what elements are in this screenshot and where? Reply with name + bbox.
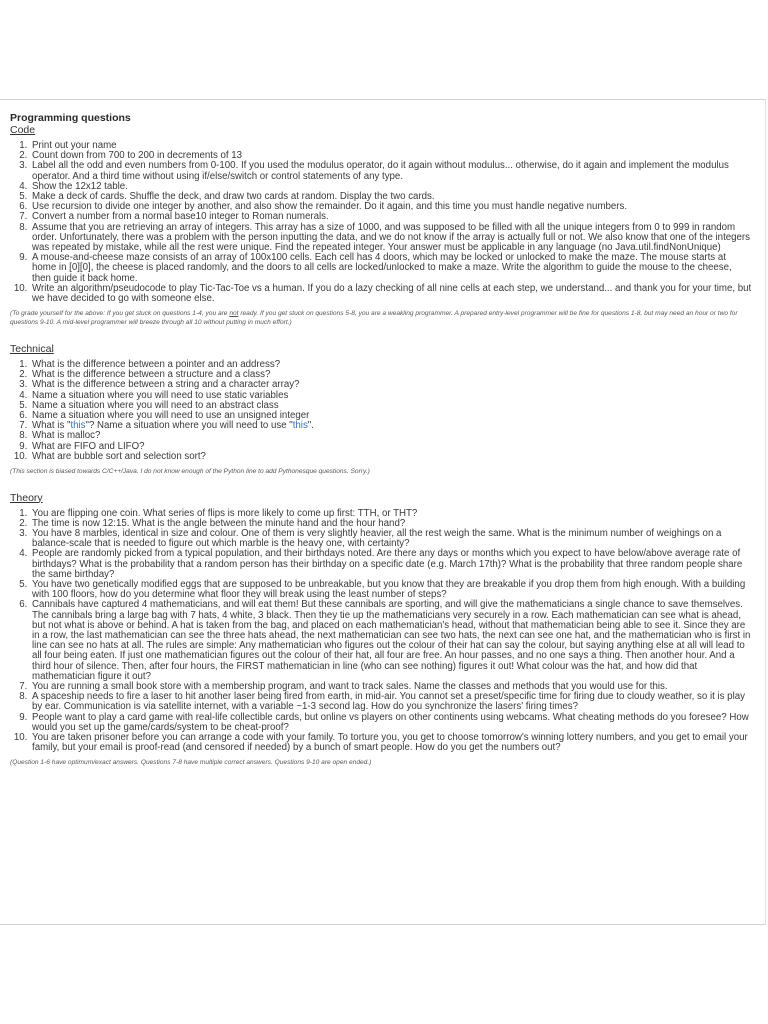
list-item: 7. Convert a number from a normal base10 integer to Roman numerals. — [30, 212, 752, 222]
document-title: Programming questions — [10, 112, 131, 124]
list-item: 4. Name a situation where you will need to use static variables — [30, 391, 752, 401]
list-item: 2. Count down from 700 to 200 in decrements of 13 — [30, 151, 752, 161]
list-item: 4. People are randomly picked from a typical population, and their birthdays noted. Are there any days or months which you expect to have below/above average rate of birthdays? What is the probability that a random person has their birthday on a specific date (e.g. March 17th)? What is the probability that three random people share the same birthday? — [30, 549, 752, 580]
theory-note: (Question 1-6 have optimum/exact answers. Questions 7-8 have multiple correct answers. Questions 9-10 are open ended.) — [10, 759, 372, 767]
list-item: 9. A mouse-and-cheese maze consists of an array of 100x100 cells. Each cell has 4 doors, which may be locked or unlocked to make the maze. The mouse starts at home in [0][0], the cheese is placed randomly, and the doors to all cells are locked/unlocked to make a maze. Write the algorithm to guide the mouse to the cheese, then guide it back home. — [30, 253, 752, 284]
code-note-emphasis: not — [229, 310, 239, 318]
code-note-text-rest: ready. If you get stuck on questions 5-8, you are a weakling programmer. A prepared entry-level programmer will be fine for questions 1-8, but may need an hour or two for questions 9-10. A mid-level programmer will breeze through all 10 without putting in much effort.) — [10, 310, 738, 326]
list-item: 2. The time is now 12:15. What is the angle between the minute hand and the hour hand? — [30, 519, 752, 529]
list-item: 6. Cannibals have captured 4 mathematicians, and will eat them! But these cannibals are sporting, and will give the mathematicians a single chance to save themselves. The cannibals bring a large bag with 7 hats, 4 white, 3 black. Then they tie up the mathematicians very securely in a row. Each mathematician can see what is ahead, but not what is above or behind. A hat is taken from the bag, and placed on each mathematician's head, without that mathematician being able to see it. Since they are in a row, the last mathematician can see the three hats ahead, the next mathematician can see two hats, the next can see one hat, and the mathematician who is first in line can see no hats at all. The rules are simple: Any mathematician who figures out the colour of their hat can say the colour, but saying anything else at all will lead to all four being eaten. If just one mathematician figures out the colour of their hat, all four are free. An hour passes, and no one says a thing. Then another hour. And a third hour of silence. Then, after four hours, the FIRST mathematician in line (who can see nothing) figures it out! What colour was the hat, and how did that mathematician figure it out? — [30, 600, 752, 682]
list-item: 7. You are running a small book store with a membership program, and want to track sales. Name the classes and methods that you would use for this. — [30, 682, 752, 692]
list-item: 9. People want to play a card game with real-life collectible cards, but online vs players on other continents using webcams. What cheating methods do you foresee? How would you set up the game/cards/system to be cheat-proof? — [30, 713, 752, 733]
document-page — [0, 99, 766, 925]
section-heading-code: Code — [10, 124, 36, 136]
list-item: 4. Show the 12x12 table. — [30, 182, 752, 192]
section-heading-technical: Technical — [10, 343, 54, 356]
this-keyword-link: this — [292, 420, 308, 432]
technical-note: (This section is biased towards C/C++/Java. I do not know enough of the Python line to add Pythonesque questions. Sorry.) — [10, 468, 370, 476]
list-item: 8. What is malloc? — [30, 431, 752, 441]
item-text: ". — [307, 420, 314, 432]
list-item: 2. What is the difference between a structure and a class? — [30, 370, 752, 380]
technical-question-list — [10, 360, 752, 462]
code-question-list — [10, 141, 752, 304]
list-item: 6. Name a situation where you will need to use an unsigned integer — [30, 411, 752, 421]
item-text: What is " — [32, 420, 71, 432]
list-item: 1. Print out your name — [30, 141, 752, 151]
list-item: 5. You have two genetically modified eggs that are supposed to be unbreakable, but you know that they are breakable if you drop them from high enough. With a building with 100 floors, how do you determine what floor they will break using the least number of steps? — [30, 580, 752, 600]
code-grading-note — [10, 310, 752, 327]
list-item: 5. Name a situation where you will need to an abstract class — [30, 401, 752, 411]
list-item: 6. Use recursion to divide one integer by another, and also show the remainder. Do it again, and this time you must handle negative numbers. — [30, 202, 752, 212]
list-item: 9. What are FIFO and LIFO? — [30, 442, 752, 452]
list-item: 1. What is the difference between a pointer and an address? — [30, 360, 752, 370]
list-item: 10. Write an algorithm/pseudocode to play Tic-Tac-Toe vs a human. If you do a lazy checking of all nine cells at each step, we understand... and thank you for your time, but we have decided to go with someone else. — [30, 284, 752, 304]
list-item: 3. You have 8 marbles, identical in size and colour. One of them is very slightly heavier, all the rest weigh the same. What is the minimum number of weighings on a balance-scale that is needed to figure out which marble is the heavy one, with certainty? — [30, 529, 752, 549]
list-item: 8. A spaceship needs to fire a laser to hit another laser being fired from earth, in mid-air. You cannot set a preset/specific time for firing due to cloudy weather, so it is play by ear. Communication is via satellite internet, with a variable ~1-3 second lag. How do you synchronize the lasers' firing times? — [30, 692, 752, 712]
list-item: 5. Make a deck of cards. Shuffle the deck, and draw two cards at random. Display the two cards. — [30, 192, 752, 202]
list-item: 3. What is the difference between a string and a character array? — [30, 380, 752, 390]
this-keyword-link: this — [70, 420, 86, 432]
list-item: 8. Assume that you are retrieving an array of integers. This array has a size of 1000, and was supposed to be filled with all the unique integers from 0 to 999 in random order. Unfortunately, there was a problem with the person inputting the data, and we do not know if the array is actually full or not. We also know that one of the integers was repeated by mistake, while all the rest were unique. Find the repeated integer. Your answer must be applicable in any language (no Java.util.findNonUnique) — [30, 223, 752, 254]
list-item — [30, 421, 752, 431]
list-item: 10. You are taken prisoner before you can arrange a code with your family. To torture you, you get to choose tomorrow's winning lottery numbers, and you get to email your family, but your email is proof-read (and censored if needed) by a bunch of smart people. How do you get the numbers out? — [30, 733, 752, 753]
list-item: 10. What are bubble sort and selection sort? — [30, 452, 752, 462]
list-item: 3. Label all the odd and even numbers from 0-100. If you used the modulus operator, do it again without modulus... otherwise, do it again and implement the modulus operator. And a third time without using if/else/switch or control statements of any type. — [30, 161, 752, 181]
item-text: "? Name a situation where you will need to use " — [85, 420, 293, 432]
section-heading-theory: Theory — [10, 491, 43, 504]
code-note-text: (To grade yourself for the above: If you get stuck on questions 1-4, you are — [10, 310, 230, 318]
theory-question-list — [10, 509, 752, 754]
list-item: 1. You are flipping one coin. What series of flips is more likely to come up first: TTH, or THT? — [30, 509, 752, 519]
